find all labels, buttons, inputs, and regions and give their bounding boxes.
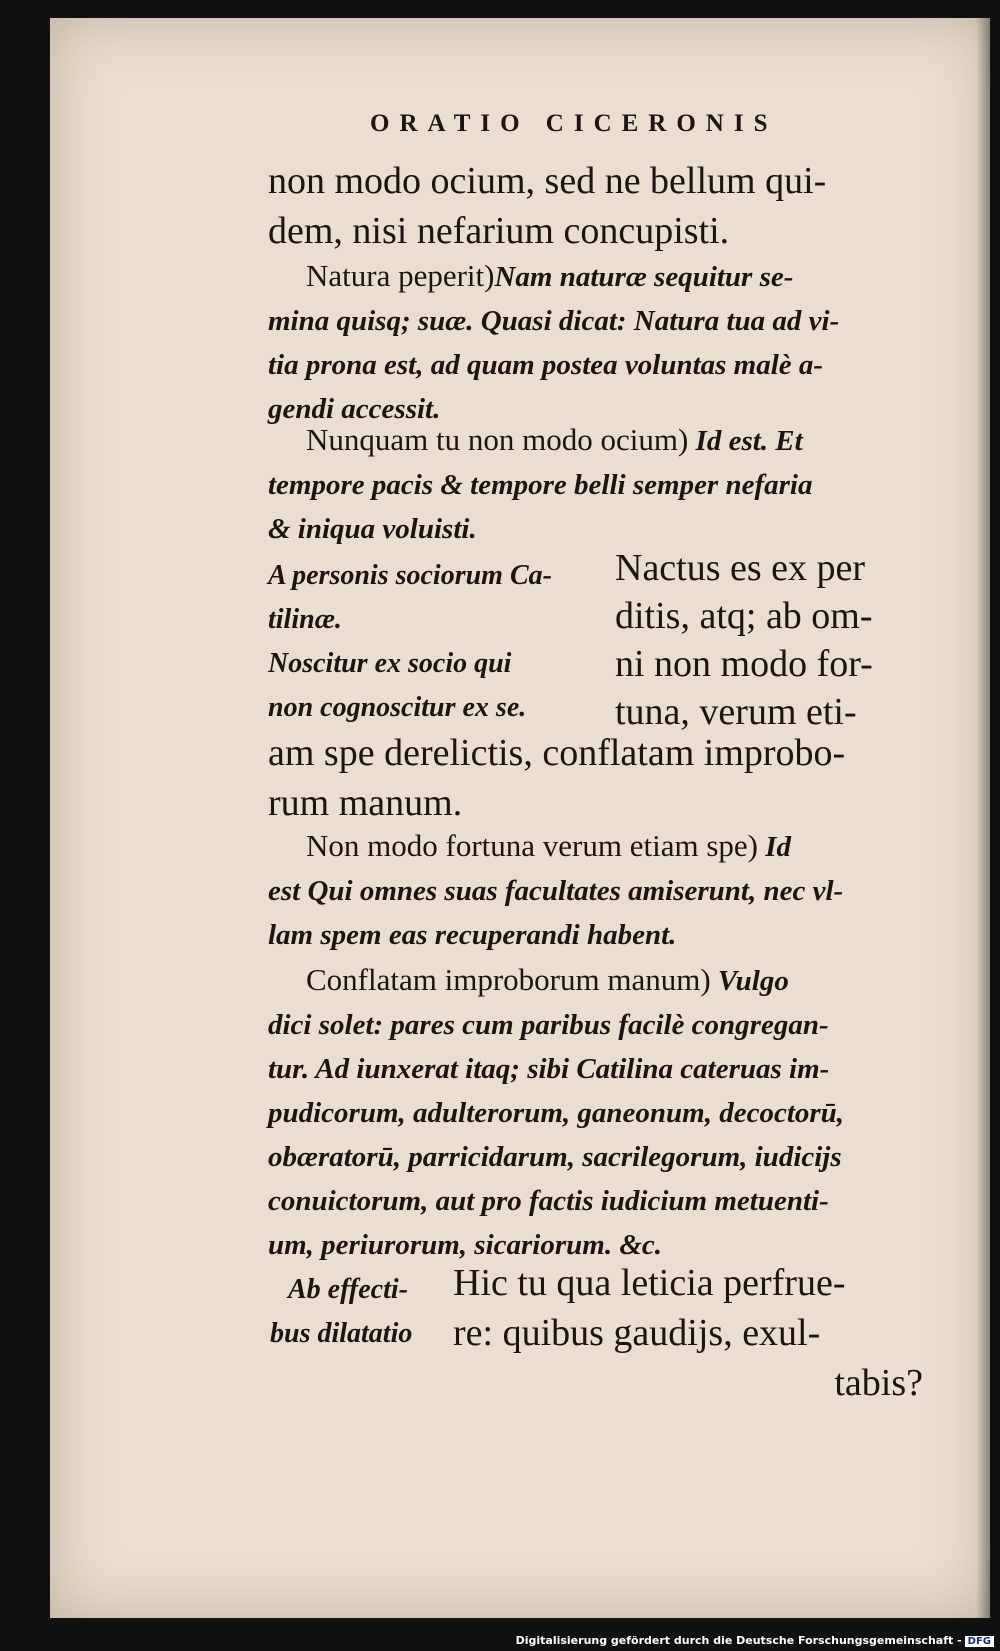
note-line: conuictorum, aut pro factis iudicium metuenti-	[268, 1185, 829, 1217]
sidenote-line: Ab effecti-	[288, 1274, 408, 1305]
page-edge-shadow	[976, 18, 990, 1618]
text-line: dem, nisi nefarium concupisti.	[268, 210, 730, 252]
note-line: um, periurorum, sicariorum. &c.	[268, 1229, 662, 1261]
book-page	[50, 18, 990, 1618]
sidenote-line: tilinæ.	[268, 604, 342, 635]
text-line: Nactus es ex per	[615, 547, 866, 589]
credit-text: Digitalisierung gefördert durch die Deutsche Forschungsgemeinschaft -	[515, 1634, 962, 1647]
main-text-block-1	[268, 156, 948, 256]
marginal-note-2	[270, 1268, 450, 1356]
text-line: Hic tu qua leticia perfrue-	[453, 1262, 846, 1304]
running-head: ORATIO CICERONIS	[370, 110, 778, 137]
note-line: dici solet: pares cum paribus facilè congregan-	[268, 1009, 829, 1041]
sidenote-line: A personis sociorum Ca-	[268, 560, 552, 591]
commentary-note-3	[268, 824, 948, 957]
note-line: gendi accessit.	[268, 393, 441, 425]
note-lemma: Non modo fortuna verum etiam spe)	[306, 828, 758, 863]
note-lemma: Conflatam improborum manum)	[306, 962, 711, 997]
note-lemma: Natura peperit)	[306, 258, 495, 293]
note-text: Nam naturæ sequitur se-	[494, 261, 794, 293]
commentary-note-1	[268, 254, 948, 431]
main-text-block-2b	[268, 728, 948, 828]
text-line: non modo ocium, sed ne bellum qui-	[268, 160, 827, 202]
text-line: ni non modo for-	[615, 643, 873, 685]
note-line: est Qui omnes suas facultates amiserunt, nec vl-	[268, 875, 844, 907]
note-text: Id	[765, 831, 792, 863]
catchword: tabis?	[834, 1362, 923, 1404]
note-line: & iniqua voluisti.	[268, 513, 477, 545]
text-line: rum manum.	[268, 782, 463, 824]
digitization-credit	[516, 1634, 994, 1647]
sidenote-line: non cognoscitur ex se.	[268, 692, 527, 723]
sidenote-line: bus dilatatio	[270, 1318, 413, 1349]
note-line: tempore pacis & tempore belli semper nefaria	[268, 469, 813, 501]
note-text: Id est. Et	[695, 425, 803, 457]
note-text: Vulgo	[717, 965, 789, 997]
text-line: tuna, verum eti-	[615, 691, 857, 733]
text-line: ditis, atq; ab om-	[615, 595, 873, 637]
commentary-note-2	[268, 418, 948, 551]
commentary-note-4	[268, 958, 948, 1267]
note-line: tur. Ad iunxerat itaq; sibi Catilina cateruas im-	[268, 1053, 830, 1085]
dfg-logo: DFG	[965, 1636, 994, 1647]
text-line: re: quibus gaudijs, exul-	[453, 1312, 821, 1354]
text-line: am spe derelictis, conflatam improbo-	[268, 732, 846, 774]
note-line: tia prona est, ad quam postea voluntas malè a-	[268, 349, 824, 381]
note-line: obæratorū, parricidarum, sacrilegorum, iudicijs	[268, 1141, 842, 1173]
marginal-note-1	[268, 554, 608, 730]
main-text-block-3	[453, 1258, 943, 1408]
note-line: lam spem eas recuperandi habent.	[268, 919, 677, 951]
main-text-block-2	[615, 544, 945, 736]
note-line: pudicorum, adulterorum, ganeonum, decoctorū,	[268, 1097, 845, 1129]
sidenote-line: Noscitur ex socio qui	[268, 648, 512, 679]
note-lemma: Nunquam tu non modo ocium)	[306, 422, 689, 457]
note-line: mina quisq; suæ. Quasi dicat: Natura tua ad vi-	[268, 305, 840, 337]
